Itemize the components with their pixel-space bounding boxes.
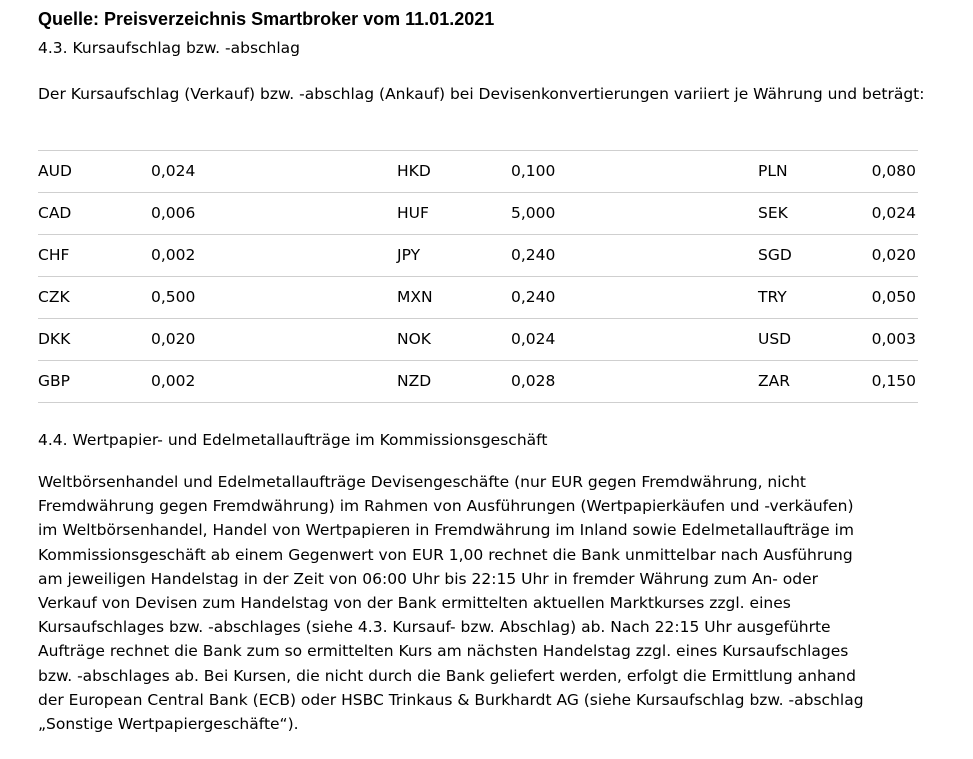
paragraph-line: Aufträge rechnet die Bank zum so ermittelten Kurs am nächsten Handelstag zzgl. eines Kursaufschlages [38, 642, 849, 661]
rate-value: 0,020 [871, 246, 916, 264]
rate-value: 0,050 [871, 288, 916, 306]
currency-code: ZAR [758, 372, 790, 390]
currency-code: NOK [397, 330, 431, 348]
currency-code: GBP [38, 372, 70, 390]
currency-code: HUF [397, 204, 429, 222]
rate-value: 0,500 [151, 288, 196, 306]
table-row [38, 235, 918, 277]
rate-value: 0,002 [151, 372, 196, 390]
paragraph-line: Fremdwährung gegen Fremdwährung) im Rahmen von Ausführungen (Wertpapierkäufen und -verkäufen) [38, 497, 854, 516]
paragraph-line: bzw. -abschlages ab. Bei Kursen, die nicht durch die Bank geliefert werden, erfolgt die Ermittlung anhand [38, 666, 856, 685]
currency-code: PLN [758, 162, 788, 180]
paragraph-line: im Weltbörsenhandel, Handel von Wertpapieren in Fremdwährung im Inland sowie Edelmetallaufträge im [38, 521, 854, 540]
rate-value: 0,240 [511, 246, 556, 264]
rate-value: 0,006 [151, 204, 196, 222]
paragraph-line: „Sonstige Wertpapiergeschäfte“). [38, 715, 299, 734]
rate-value: 0,240 [511, 288, 556, 306]
currency-code: TRY [758, 288, 787, 306]
currency-code: USD [758, 330, 792, 348]
rate-value: 0,024 [151, 162, 196, 180]
currency-code: DKK [38, 330, 71, 348]
currency-rate-table [38, 150, 918, 403]
section-heading-4-4: 4.4. Wertpapier- und Edelmetallaufträge im Kommissionsgeschäft [38, 431, 548, 449]
rate-value: 0,150 [871, 372, 916, 390]
section-heading-4-3: 4.3. Kursaufschlag bzw. -abschlag [38, 39, 301, 57]
section-intro-paragraph: Der Kursaufschlag (Verkauf) bzw. -abschlag (Ankauf) bei Devisenkonvertierungen variiert je Währung und beträgt: [38, 85, 925, 103]
table-row [38, 151, 918, 193]
currency-code: CAD [38, 204, 72, 222]
paragraph-line: Kursaufschlages bzw. -abschlages (siehe 4.3. Kursauf- bzw. Abschlag) ab. Nach 22:15 Uhr ausgeführte [38, 618, 831, 637]
rate-value: 0,080 [871, 162, 916, 180]
currency-code: CHF [38, 246, 70, 264]
table-row [38, 319, 918, 361]
currency-code: SEK [758, 204, 788, 222]
paragraph-line: Verkauf von Devisen zum Handelstag von der Bank ermittelten aktuellen Marktkurses zzgl. eines [38, 594, 791, 613]
table-row [38, 361, 918, 403]
currency-code: SGD [758, 246, 792, 264]
currency-code: CZK [38, 288, 70, 306]
currency-code: AUD [38, 162, 72, 180]
section-body-paragraph [38, 470, 938, 736]
rate-value: 0,100 [511, 162, 556, 180]
paragraph-line: Weltbörsenhandel und Edelmetallaufträge Devisengeschäfte (nur EUR gegen Fremdwährung, nicht [38, 473, 806, 491]
paragraph-line: am jeweiligen Handelstag in der Zeit von 06:00 Uhr bis 22:15 Uhr in fremder Währung zum An- oder [38, 569, 819, 588]
rate-value: 0,002 [151, 246, 196, 264]
currency-code: NZD [397, 372, 432, 390]
rate-value: 0,003 [871, 330, 916, 348]
table-row [38, 193, 918, 235]
table-row [38, 277, 918, 319]
currency-code: HKD [397, 162, 431, 180]
rate-value: 0,020 [151, 330, 196, 348]
source-line: Quelle: Preisverzeichnis Smartbroker vom 11.01.2021 [38, 9, 495, 29]
paragraph-line: der European Central Bank (ECB) oder HSBC Trinkaus & Burkhardt AG (siehe Kursaufschlag bzw. -abschlag [38, 690, 864, 709]
rate-value: 0,028 [511, 372, 556, 390]
paragraph-line: Kommissionsgeschäft ab einem Gegenwert von EUR 1,00 rechnet die Bank unmittelbar nach Ausführung [38, 545, 853, 564]
rate-value: 0,024 [871, 204, 916, 222]
currency-code: MXN [397, 288, 433, 306]
rate-value: 5,000 [511, 204, 556, 222]
currency-code: JPY [397, 246, 421, 264]
rate-value: 0,024 [511, 330, 556, 348]
